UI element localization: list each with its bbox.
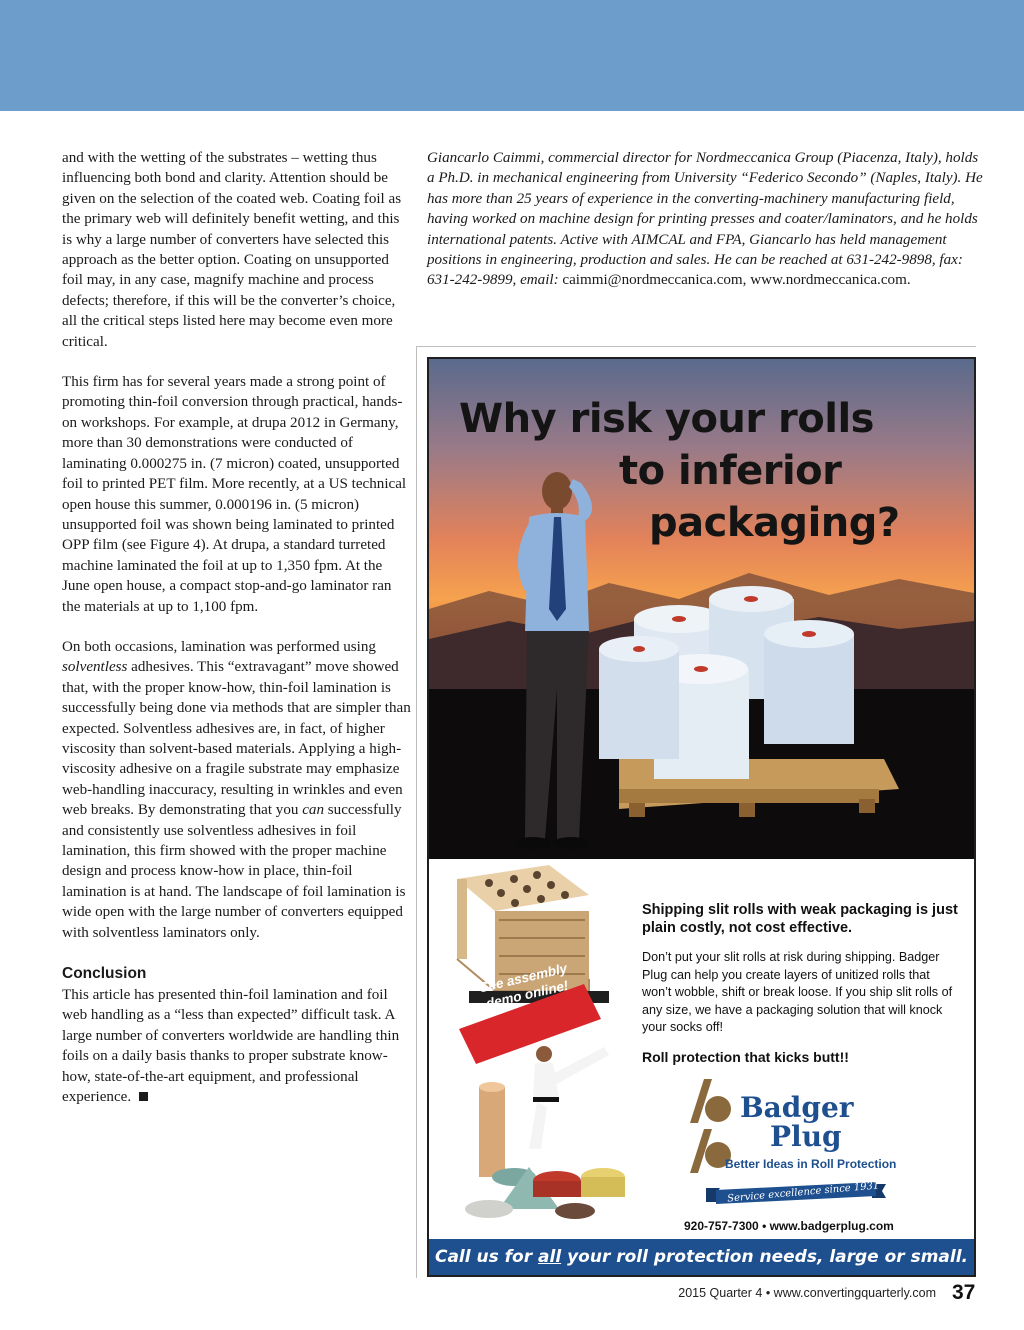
article-column xyxy=(62,148,412,1127)
karate-kicker-figure xyxy=(529,1046,609,1149)
shipping-body: Don’t put your slit rolls at risk during shipping. Badger Plug can help you create layers of unitized rolls that won’t wobble, shift or break loose. If you ship slit rolls of any size, we have a packaging solution that will knock your socks off! xyxy=(642,950,953,1034)
conclusion-heading: Conclusion xyxy=(62,965,147,983)
ad-call-banner: Call us for all your roll protection needs, large or small. xyxy=(429,1239,974,1275)
article-paragraph-1: and with the wetting of the substrates – wetting thus influencing both bond and clarity. Attention should be given on the selection of the coated web. Coating foil as the primary web will definitely benefit wetting, and this is why a large number of converters have selected this approach as the better option. Coating on unsupported foil may, in any case, magnify machine and process defects; therefore, if this will be the converter’s choice, all the critical steps listed here may become even more critical. xyxy=(62,150,402,350)
brand-name: Badger Plug xyxy=(740,1091,854,1153)
ad-frame-line xyxy=(416,346,417,1278)
brand-tagline: Better Ideas in Roll Protection xyxy=(725,1157,897,1171)
badger-plug-logo[interactable] xyxy=(684,1077,944,1177)
ad-lower-section xyxy=(429,859,974,1239)
plugs-illustration xyxy=(465,1082,625,1219)
product-illustration xyxy=(429,859,639,1239)
badger-plug-advertisement[interactable] xyxy=(427,357,976,1277)
shipping-heading: Shipping slit rolls with weak packaging is just plain costly, not cost effective. xyxy=(642,902,958,936)
top-color-band xyxy=(0,0,1024,111)
article-paragraph-3: On both occasions, lamination was performed using solventless adhesives. This “extravagant” move showed that, with the proper know-how, thin-foil lamination is successfully being done via methods that are simpler than expected. Solventless adhesives are, in fact, of higher viscosity than solvent-based materials. Applying a high-viscosity adhesive on a fragile substrate may emphasize web-handling inaccuracy, resulting in wrinkles and even web breaks. By demonstrating that you can successfully and consistently use solventless adhesives in foil lamination, this firm showed with the proper machine design and process know-how in place, thin-foil lamination is at hand. The landscape of foil lamination is wide open with the large number of converters equipped with solventless laminators only. xyxy=(62,638,411,941)
article-paragraph-2: This firm has for several years made a strong point of promoting thin-foil conversion through practical, hands-on workshops. For example, at drupa 2012 in Germany, more than 30 demonstrations were conducted of laminating 0.000275 in. (7 micron) coated, unsupported foil to printed PET film. More recently, at a US technical open house this summer, 0.000196 in. (5 micron) unsupported foil was shown being laminated to printed OPP film (see Figure 4). At drupa, a standard turreted machine laminated the foil at up to 1,350 fpm. At the June open house, a compact stop-and-go laminator ran the materials at up to 1,100 fpm. xyxy=(62,374,407,615)
page-footer: 2015 Quarter 4 • www.convertingquarterly.com xyxy=(678,1286,936,1300)
service-excellence-text: Service excellence since 1931 xyxy=(726,1180,880,1205)
ad-frame-line xyxy=(417,346,976,347)
page-number: 37 xyxy=(952,1281,976,1304)
roll-protection-tagline: Roll protection that kicks butt!! xyxy=(642,1049,849,1065)
end-mark xyxy=(139,1092,148,1101)
ad-headline: Why risk your rolls to inferior packaging? xyxy=(459,396,900,546)
author-bio: Giancarlo Caimmi, commercial director for Nordmeccanica Group (Piacenza, Italy), holds a Ph.D. in mechanical engineering from University “Federico Secondo” (Naples, Italy). He has more than 25 years of experience in the converting-machinery manufacturing field, having worked on machine design for printing presses and coater/laminators, and he holds international patents. Active with AIMCAL and FPA, Giancarlo has held management positions in engineering, production and sales. He can be reached at 631-242-9898, fax: 631-242-9899, email: caimmi@nordmeccanica.com, www.nordmeccanica.com. xyxy=(427,150,983,289)
bio-contact[interactable]: caimmi@nordmeccanica.com, www.nordmeccanica.com. xyxy=(562,272,911,289)
see-assembly-demo-badge[interactable]: See assembly demo online! xyxy=(478,960,570,1012)
ad-contact-info[interactable]: 920-757-7300 • www.badgerplug.com xyxy=(684,1219,894,1233)
conclusion-paragraph: This article has presented thin-foil lamination and foil web handling as a “less than expected” difficult task. A large number of converters worldwide are handling thin foils on a daily basis thanks to proper substrate know-how, state-of-the-art equipment, and professional experience. xyxy=(62,987,400,1106)
ad-photo xyxy=(429,359,974,859)
